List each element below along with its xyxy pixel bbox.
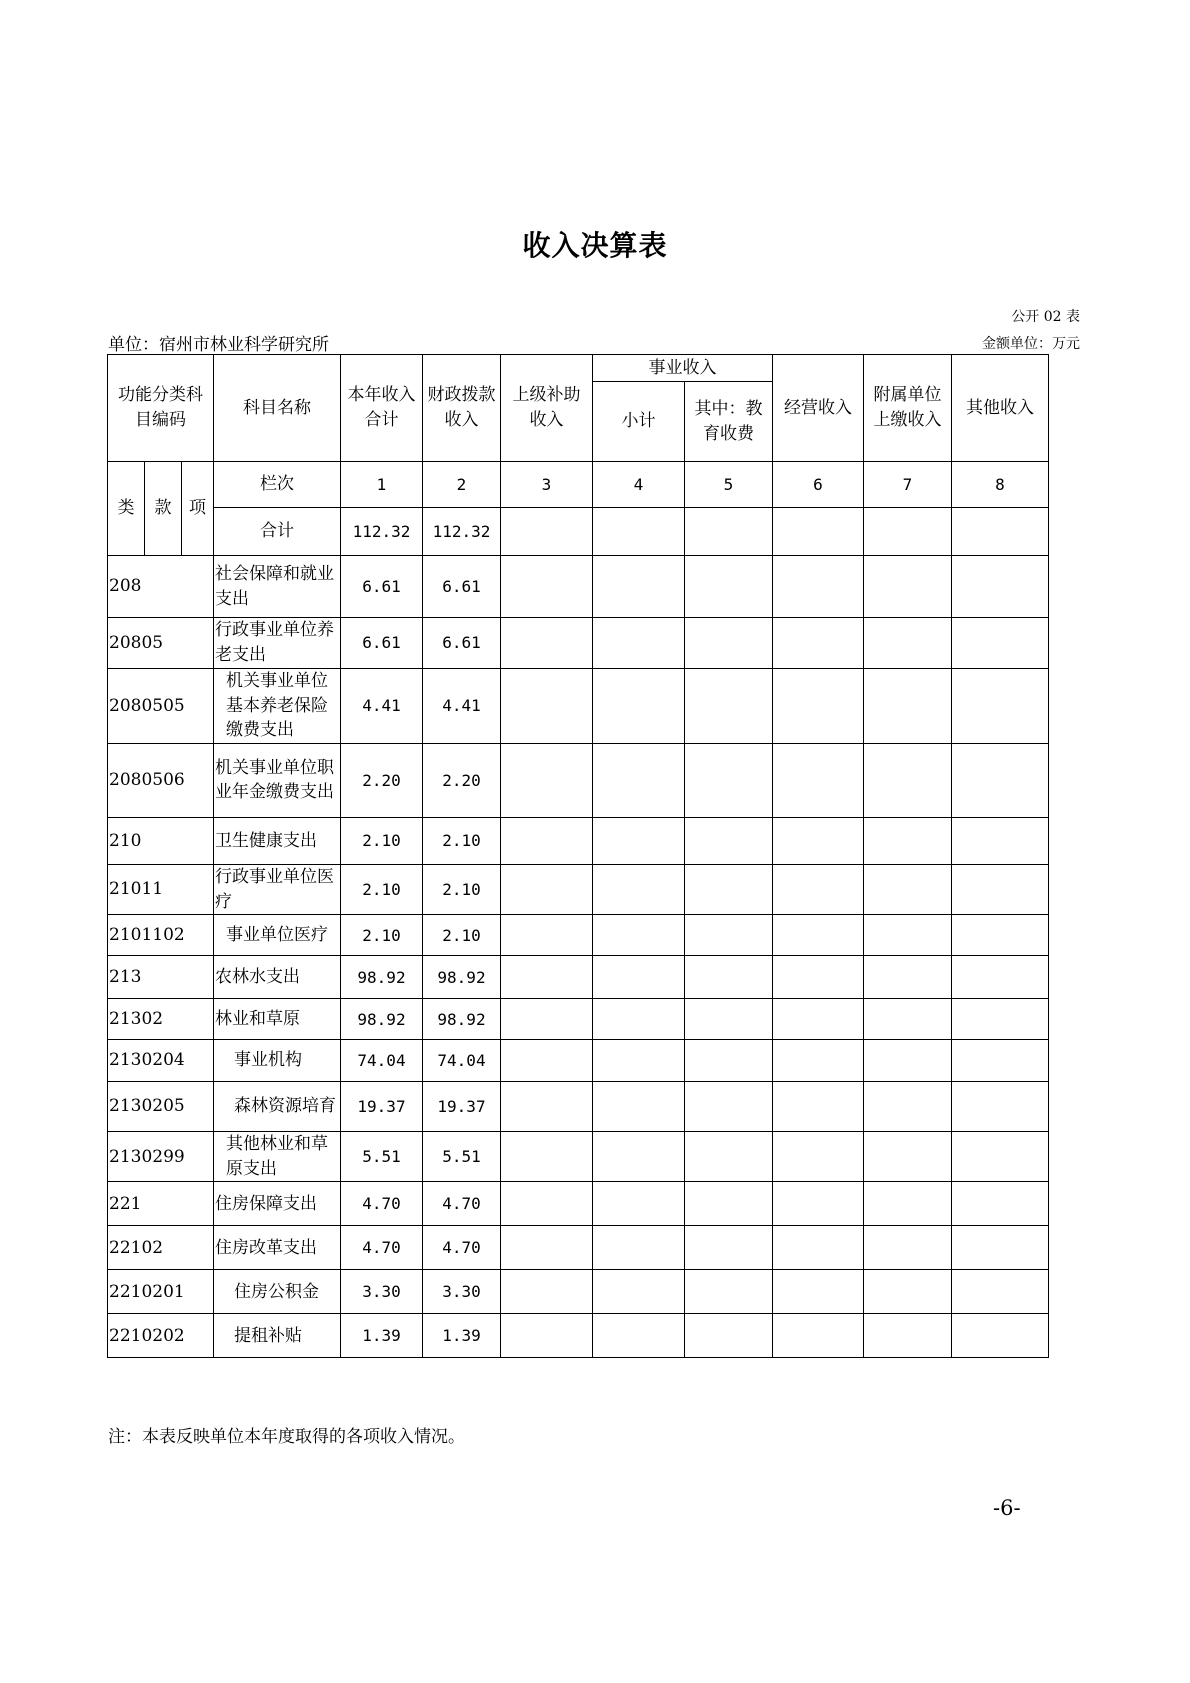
header-subtotal: 小计	[593, 382, 685, 462]
table-row	[108, 556, 1049, 618]
row-empty-cell	[864, 1182, 952, 1226]
row-empty-cell	[773, 618, 864, 669]
unit-name: 宿州市林业科学研究所	[159, 335, 329, 355]
sum-empty-cell	[685, 508, 773, 556]
row-total: 98.92	[341, 956, 423, 999]
header-affiliated-income: 附属单位上缴收入	[864, 355, 952, 462]
row-empty-cell	[501, 1270, 593, 1314]
row-code: 21302	[108, 999, 214, 1040]
row-code: 2210201	[108, 1270, 214, 1314]
row-empty-cell	[864, 669, 952, 744]
row-empty-cell	[864, 915, 952, 956]
row-empty-cell	[952, 1182, 1049, 1226]
row-empty-cell	[593, 915, 685, 956]
row-empty-cell	[685, 915, 773, 956]
row-empty-cell	[593, 669, 685, 744]
row-empty-cell	[501, 1226, 593, 1270]
table-row	[108, 1182, 1049, 1226]
row-total: 98.92	[341, 999, 423, 1040]
row-total: 3.30	[341, 1270, 423, 1314]
sum-fiscal: 112.32	[423, 508, 501, 556]
table-row	[108, 1082, 1049, 1132]
row-empty-cell	[864, 1082, 952, 1132]
table-row	[108, 999, 1049, 1040]
row-empty-cell	[773, 556, 864, 618]
page-title: 收入决算表	[522, 229, 668, 262]
header-lei: 类	[108, 462, 145, 556]
row-empty-cell	[501, 817, 593, 864]
row-empty-cell	[501, 743, 593, 817]
row-empty-cell	[773, 669, 864, 744]
row-empty-cell	[501, 1132, 593, 1182]
table-row	[108, 915, 1049, 956]
row-code: 2130299	[108, 1132, 214, 1182]
row-fiscal: 6.61	[423, 556, 501, 618]
amount-unit: 金额单位：万元	[982, 336, 1080, 352]
row-name: 住房改革支出	[214, 1226, 341, 1270]
row-code: 2130205	[108, 1082, 214, 1132]
row-empty-cell	[773, 864, 864, 914]
row-name: 机关事业单位基本养老保险缴费支出	[214, 669, 341, 744]
row-empty-cell	[952, 915, 1049, 956]
column-number: 8	[952, 462, 1049, 508]
header-superior-subsidy: 上级补助收入	[501, 355, 593, 462]
page-number: -6-	[993, 1496, 1021, 1520]
row-empty-cell	[864, 1132, 952, 1182]
row-empty-cell	[501, 669, 593, 744]
row-empty-cell	[501, 1082, 593, 1132]
row-empty-cell	[864, 1040, 952, 1082]
row-empty-cell	[593, 1082, 685, 1132]
row-total: 4.41	[341, 669, 423, 744]
row-empty-cell	[952, 1132, 1049, 1182]
row-fiscal: 2.10	[423, 817, 501, 864]
header-subject-name: 科目名称	[214, 355, 341, 462]
table-note: 注：本表反映单位本年度取得的各项收入情况。	[108, 1427, 465, 1447]
row-code: 2210202	[108, 1314, 214, 1358]
column-number: 2	[423, 462, 501, 508]
table-row	[108, 1132, 1049, 1182]
row-empty-cell	[501, 556, 593, 618]
row-total: 19.37	[341, 1082, 423, 1132]
row-name: 机关事业单位职业年金缴费支出	[214, 743, 341, 817]
row-fiscal: 4.41	[423, 669, 501, 744]
table-row	[108, 1314, 1049, 1358]
row-empty-cell	[685, 556, 773, 618]
header-education-fee: 其中：教育收费	[685, 382, 773, 462]
row-empty-cell	[864, 618, 952, 669]
table-row	[108, 669, 1049, 744]
row-empty-cell	[685, 864, 773, 914]
row-empty-cell	[685, 999, 773, 1040]
row-empty-cell	[593, 1226, 685, 1270]
row-empty-cell	[685, 743, 773, 817]
income-table	[107, 354, 1049, 1358]
row-empty-cell	[773, 817, 864, 864]
row-empty-cell	[952, 1314, 1049, 1358]
row-code: 2080505	[108, 669, 214, 744]
row-empty-cell	[864, 999, 952, 1040]
row-empty-cell	[501, 1182, 593, 1226]
row-empty-cell	[864, 556, 952, 618]
row-total: 2.10	[341, 817, 423, 864]
row-code: 2130204	[108, 1040, 214, 1082]
row-empty-cell	[773, 1314, 864, 1358]
row-name: 行政事业单位养老支出	[214, 618, 341, 669]
row-empty-cell	[593, 999, 685, 1040]
row-code: 2101102	[108, 915, 214, 956]
row-name: 事业单位医疗	[214, 915, 341, 956]
table-row	[108, 956, 1049, 999]
row-empty-cell	[501, 915, 593, 956]
row-empty-cell	[685, 669, 773, 744]
row-name: 事业机构	[214, 1040, 341, 1082]
sum-empty-cell	[773, 508, 864, 556]
sum-total: 112.32	[341, 508, 423, 556]
column-number: 7	[864, 462, 952, 508]
row-code: 210	[108, 817, 214, 864]
row-empty-cell	[773, 1132, 864, 1182]
row-fiscal: 6.61	[423, 618, 501, 669]
table-row	[108, 817, 1049, 864]
row-empty-cell	[864, 743, 952, 817]
table-row	[108, 1270, 1049, 1314]
row-empty-cell	[593, 864, 685, 914]
unit-label: 单位：	[108, 335, 159, 355]
row-empty-cell	[864, 1226, 952, 1270]
table-row	[108, 1226, 1049, 1270]
row-fiscal: 3.30	[423, 1270, 501, 1314]
row-empty-cell	[685, 1082, 773, 1132]
row-empty-cell	[685, 956, 773, 999]
row-name: 卫生健康支出	[214, 817, 341, 864]
row-empty-cell	[501, 1314, 593, 1358]
row-empty-cell	[864, 1314, 952, 1358]
sum-label: 合计	[214, 508, 341, 556]
row-total: 5.51	[341, 1132, 423, 1182]
row-empty-cell	[773, 956, 864, 999]
row-empty-cell	[593, 1182, 685, 1226]
row-empty-cell	[593, 1270, 685, 1314]
sum-empty-cell	[501, 508, 593, 556]
row-empty-cell	[593, 956, 685, 999]
row-total: 2.10	[341, 864, 423, 914]
row-empty-cell	[685, 817, 773, 864]
row-name: 社会保障和就业支出	[214, 556, 341, 618]
header-xiang: 项	[182, 462, 214, 556]
unit-info	[108, 330, 329, 355]
row-empty-cell	[773, 1040, 864, 1082]
row-empty-cell	[864, 956, 952, 999]
row-empty-cell	[685, 1226, 773, 1270]
row-empty-cell	[952, 1040, 1049, 1082]
row-empty-cell	[952, 817, 1049, 864]
row-empty-cell	[952, 956, 1049, 999]
sum-empty-cell	[593, 508, 685, 556]
row-empty-cell	[501, 618, 593, 669]
column-number: 6	[773, 462, 864, 508]
row-fiscal: 98.92	[423, 999, 501, 1040]
row-empty-cell	[773, 915, 864, 956]
column-number: 4	[593, 462, 685, 508]
row-name: 行政事业单位医疗	[214, 864, 341, 914]
row-name: 其他林业和草原支出	[214, 1132, 341, 1182]
row-fiscal: 2.20	[423, 743, 501, 817]
row-empty-cell	[952, 864, 1049, 914]
row-fiscal: 1.39	[423, 1314, 501, 1358]
row-total: 74.04	[341, 1040, 423, 1082]
row-empty-cell	[593, 1040, 685, 1082]
sum-empty-cell	[864, 508, 952, 556]
row-empty-cell	[685, 1314, 773, 1358]
row-fiscal: 2.10	[423, 864, 501, 914]
row-empty-cell	[952, 556, 1049, 618]
row-empty-cell	[773, 1270, 864, 1314]
header-column-no: 栏次	[214, 462, 341, 508]
row-total: 4.70	[341, 1226, 423, 1270]
row-empty-cell	[501, 999, 593, 1040]
row-empty-cell	[685, 1270, 773, 1314]
row-empty-cell	[685, 1132, 773, 1182]
row-empty-cell	[593, 743, 685, 817]
row-empty-cell	[864, 864, 952, 914]
row-empty-cell	[952, 669, 1049, 744]
row-empty-cell	[593, 556, 685, 618]
row-empty-cell	[685, 1040, 773, 1082]
row-empty-cell	[952, 999, 1049, 1040]
row-empty-cell	[501, 1040, 593, 1082]
row-empty-cell	[773, 999, 864, 1040]
row-name: 住房保障支出	[214, 1182, 341, 1226]
row-empty-cell	[593, 1132, 685, 1182]
table-row	[108, 1040, 1049, 1082]
row-code: 213	[108, 956, 214, 999]
row-total: 1.39	[341, 1314, 423, 1358]
row-empty-cell	[773, 1226, 864, 1270]
row-name: 提租补贴	[214, 1314, 341, 1358]
header-fiscal-income: 财政拨款收入	[423, 355, 501, 462]
form-number: 公开 02 表	[1011, 309, 1080, 325]
row-empty-cell	[773, 1182, 864, 1226]
row-empty-cell	[952, 1226, 1049, 1270]
column-number: 1	[341, 462, 423, 508]
header-business-income: 事业收入	[593, 355, 773, 382]
row-empty-cell	[864, 1270, 952, 1314]
column-number: 5	[685, 462, 773, 508]
row-empty-cell	[685, 618, 773, 669]
unit-line	[108, 330, 1080, 355]
row-fiscal: 74.04	[423, 1040, 501, 1082]
row-code: 21011	[108, 864, 214, 914]
header-operating-income: 经营收入	[773, 355, 864, 462]
row-empty-cell	[685, 1182, 773, 1226]
header-other-income: 其他收入	[952, 355, 1049, 462]
row-total: 6.61	[341, 556, 423, 618]
sum-empty-cell	[952, 508, 1049, 556]
table-row	[108, 864, 1049, 914]
header-func-code: 功能分类科目编码	[108, 355, 214, 462]
row-empty-cell	[773, 1082, 864, 1132]
row-empty-cell	[593, 817, 685, 864]
row-total: 6.61	[341, 618, 423, 669]
row-empty-cell	[593, 1314, 685, 1358]
row-total: 2.20	[341, 743, 423, 817]
row-fiscal: 2.10	[423, 915, 501, 956]
row-fiscal: 4.70	[423, 1226, 501, 1270]
row-code: 221	[108, 1182, 214, 1226]
row-name: 森林资源培育	[214, 1082, 341, 1132]
row-empty-cell	[952, 618, 1049, 669]
row-empty-cell	[952, 1270, 1049, 1314]
row-code: 20805	[108, 618, 214, 669]
row-fiscal: 4.70	[423, 1182, 501, 1226]
row-fiscal: 19.37	[423, 1082, 501, 1132]
row-empty-cell	[501, 864, 593, 914]
row-fiscal: 5.51	[423, 1132, 501, 1182]
row-empty-cell	[952, 1082, 1049, 1132]
row-name: 农林水支出	[214, 956, 341, 999]
row-code: 208	[108, 556, 214, 618]
row-name: 住房公积金	[214, 1270, 341, 1314]
row-empty-cell	[501, 956, 593, 999]
row-name: 林业和草原	[214, 999, 341, 1040]
header-total-income: 本年收入合计	[341, 355, 423, 462]
row-empty-cell	[864, 817, 952, 864]
table-row	[108, 743, 1049, 817]
row-empty-cell	[952, 743, 1049, 817]
row-code: 2080506	[108, 743, 214, 817]
row-total: 4.70	[341, 1182, 423, 1226]
row-empty-cell	[773, 743, 864, 817]
table-row	[108, 618, 1049, 669]
row-code: 22102	[108, 1226, 214, 1270]
row-empty-cell	[593, 618, 685, 669]
row-fiscal: 98.92	[423, 956, 501, 999]
column-number: 3	[501, 462, 593, 508]
row-total: 2.10	[341, 915, 423, 956]
header-kuan: 款	[145, 462, 182, 556]
